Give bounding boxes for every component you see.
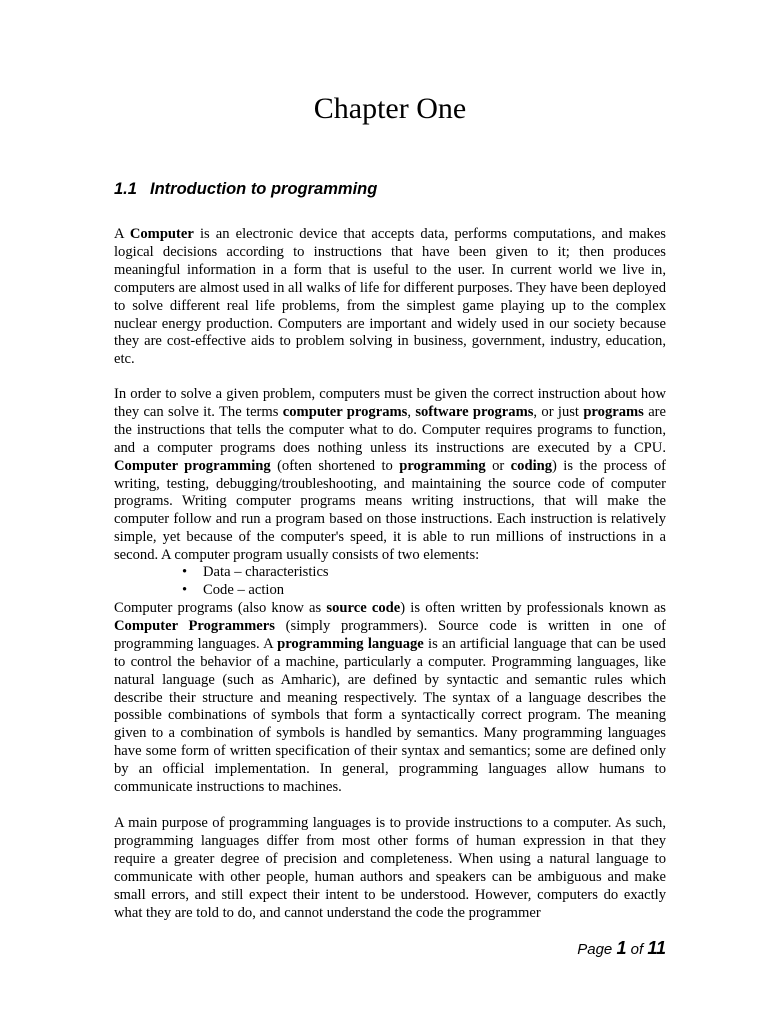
bold-term: programs [583,403,644,420]
page-footer [577,938,666,959]
bold-term: computer programs [282,403,408,420]
text-run: , [407,403,416,420]
section-heading [114,180,377,199]
bullet-dot-icon: • [182,581,188,598]
text-run: ) is the process of writing, testing, debugging/troubleshooting, and maintaining the source code of computer programs. Writing computer programs means writing instructions, that will make the computer follow and run a program based on those instructions. Each instruction is relatively simple, yet because of the computer's speed, it is able to run millions of instructions in a second. A computer program usually consists of two elements: [114,457,666,564]
of-label: of [630,941,644,958]
bold-term: Computer [129,226,194,242]
text-run: are the instructions that tells the computer what to do. Computer requires programs to function, and a computer programs does nothing unless its instructions are executed by a CPU. [114,403,667,456]
text-run: ) is often written by professionals known as [400,600,666,616]
text-run: A main purpose of programming languages is to provide instructions to a computer. As such, programming languages differ from most other forms of human expression in that they require a greater degree of precision and completeness. When using a natural language to communicate with other people, human authors and speakers can be ambiguous and make small errors, and still expect their intent to be understood. However, computers do exactly what they are told to do, and cannot understand the code the programmer [114,815,666,921]
section-number: 1.1 [114,180,137,198]
text-run: In order to solve a given problem, computers must be given the correct instruction about how they can solve it. The terms [114,386,666,420]
section-title: Introduction to programming [150,180,378,198]
text-run: is an electronic device that accepts data, performs computations, and makes logical decisions according to instructions that have been given to it; then produces meaningful information in a form that is useful to the user. In current world we live in, computers are almost used in all walks of life for different purposes. They have been deployed to solve different real life problems, from the simplest game playing up to the complex nuclear energy production. Computers are important and widely used in our society because they are cost-effective aids to problem solving in business, government, industry, education, etc. [114,226,666,368]
text-run: or [485,457,511,474]
paragraph-programs [114,386,666,565]
list-item-text: Data – characteristics [203,564,329,580]
bold-term: programming language [277,635,424,652]
page-number: 1 [616,938,627,958]
document-page [114,0,666,1024]
text-run: is an artificial language that can be used to control the behavior of a machine, particularly a computer. Programming languages, like natural language (such as Amharic), are defined by syntactic and semantic rules which describe their structure and meaning respectively. The syntax of a language describes the possible combinations of symbols that form a syntactically correct program. The meaning given to a combination of symbols is handled by semantics. Many programming languages have some form of written specification of their syntax and semantics; some are defined only by an official implementation. In general, programming languages allow humans to communicate instructions to machines. [114,635,666,796]
paragraph-purpose [114,815,666,922]
list-item [114,582,666,600]
text-run: Computer programs (also know as [114,600,327,616]
text-run: A [114,226,130,242]
bullet-dot-icon: • [182,564,188,580]
bold-term: software programs [415,403,534,420]
text-run: , or just [533,403,584,420]
bullet-list [114,564,666,600]
bold-term: source code [326,600,401,616]
bold-term: Computer Programmers [114,617,275,634]
text-run: (often shortened to [270,457,400,474]
paragraph-source-code [114,600,666,797]
paragraph-computer-definition [114,226,666,369]
text-run: (simply programmers). Source code is written in one of programming languages. A [114,617,666,652]
chapter-title: Chapter One [313,92,467,125]
list-item-text: Code – action [203,581,285,598]
page-label: Page [577,941,613,958]
list-item [114,564,666,582]
bold-term: Computer programming [114,457,271,474]
bold-term: coding [510,457,553,474]
bold-term: programming [399,457,486,474]
total-pages: 11 [647,938,666,958]
